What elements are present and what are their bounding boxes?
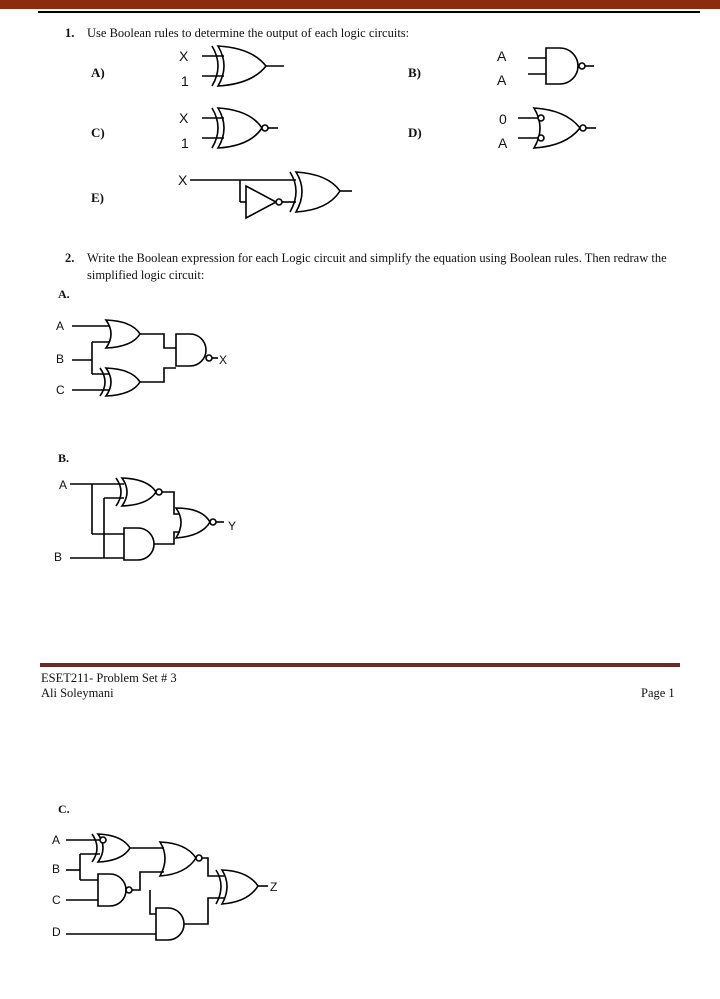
question-text: Use Boolean rules to determine the output of each logic circuits: [87, 26, 410, 40]
circuit-b-input-1: A [497, 48, 507, 64]
part-a-label: A. [58, 287, 70, 301]
part-c-input-b: B [52, 862, 61, 876]
xor-with-inverter-icon [188, 168, 358, 224]
circuit-b-input-2: A [497, 72, 507, 88]
circuit-label-b: B) [408, 65, 421, 80]
nand-gate-icon [526, 44, 600, 90]
circuit-c-diagram [64, 828, 274, 944]
part-b-input-a: A [59, 478, 68, 492]
circuit-c-input-1: X [179, 110, 189, 126]
footer-page-number: Page 1 [641, 686, 675, 700]
footer-author: Ali Soleymani [41, 686, 114, 700]
xnor-gate-icon [200, 106, 284, 152]
part-b-output-y: Y [228, 519, 237, 533]
circuit-b-diagram [68, 474, 230, 568]
part-a-output-x: X [219, 353, 228, 367]
footer-course: ESET211- Problem Set # 3 [41, 671, 177, 685]
part-c-output-z: Z [270, 880, 278, 894]
question-text: Write the Boolean expression for each Logic circuit and simplify the equation using Boolean rules. Then redraw the simplified logic circuit: [87, 251, 667, 282]
part-b-label: B. [58, 451, 70, 465]
part-a-input-a: A [56, 319, 65, 333]
circuit-a-input-1: X [179, 48, 189, 64]
circuit-d-input-1: 0 [499, 111, 507, 127]
header-accent-bar [0, 0, 720, 9]
circuit-a-input-2: 1 [181, 73, 189, 89]
part-c-input-a: A [52, 833, 61, 847]
footer-rule [40, 663, 680, 667]
circuit-d-input-2: A [498, 135, 508, 151]
part-c-input-c: C [52, 893, 61, 907]
part-b-input-b: B [54, 550, 63, 564]
circuit-c-input-2: 1 [181, 135, 189, 151]
circuit-label-c: C) [91, 125, 105, 140]
part-c-input-d: D [52, 925, 61, 939]
part-a-input-c: C [56, 383, 65, 397]
or-gate-inverted-inputs-icon [516, 106, 600, 152]
xor-gate-icon [200, 44, 290, 90]
part-c-label: C. [58, 802, 70, 816]
circuit-label-d: D) [408, 125, 422, 140]
question-number: 2. [65, 251, 75, 265]
circuit-label-a: A) [91, 65, 105, 80]
circuit-label-e: E) [91, 190, 104, 205]
circuit-e-input-1: X [178, 172, 188, 188]
header-rule [38, 11, 700, 13]
circuit-a-diagram [70, 316, 220, 400]
part-a-input-b: B [56, 352, 65, 366]
question-number: 1. [65, 26, 75, 40]
